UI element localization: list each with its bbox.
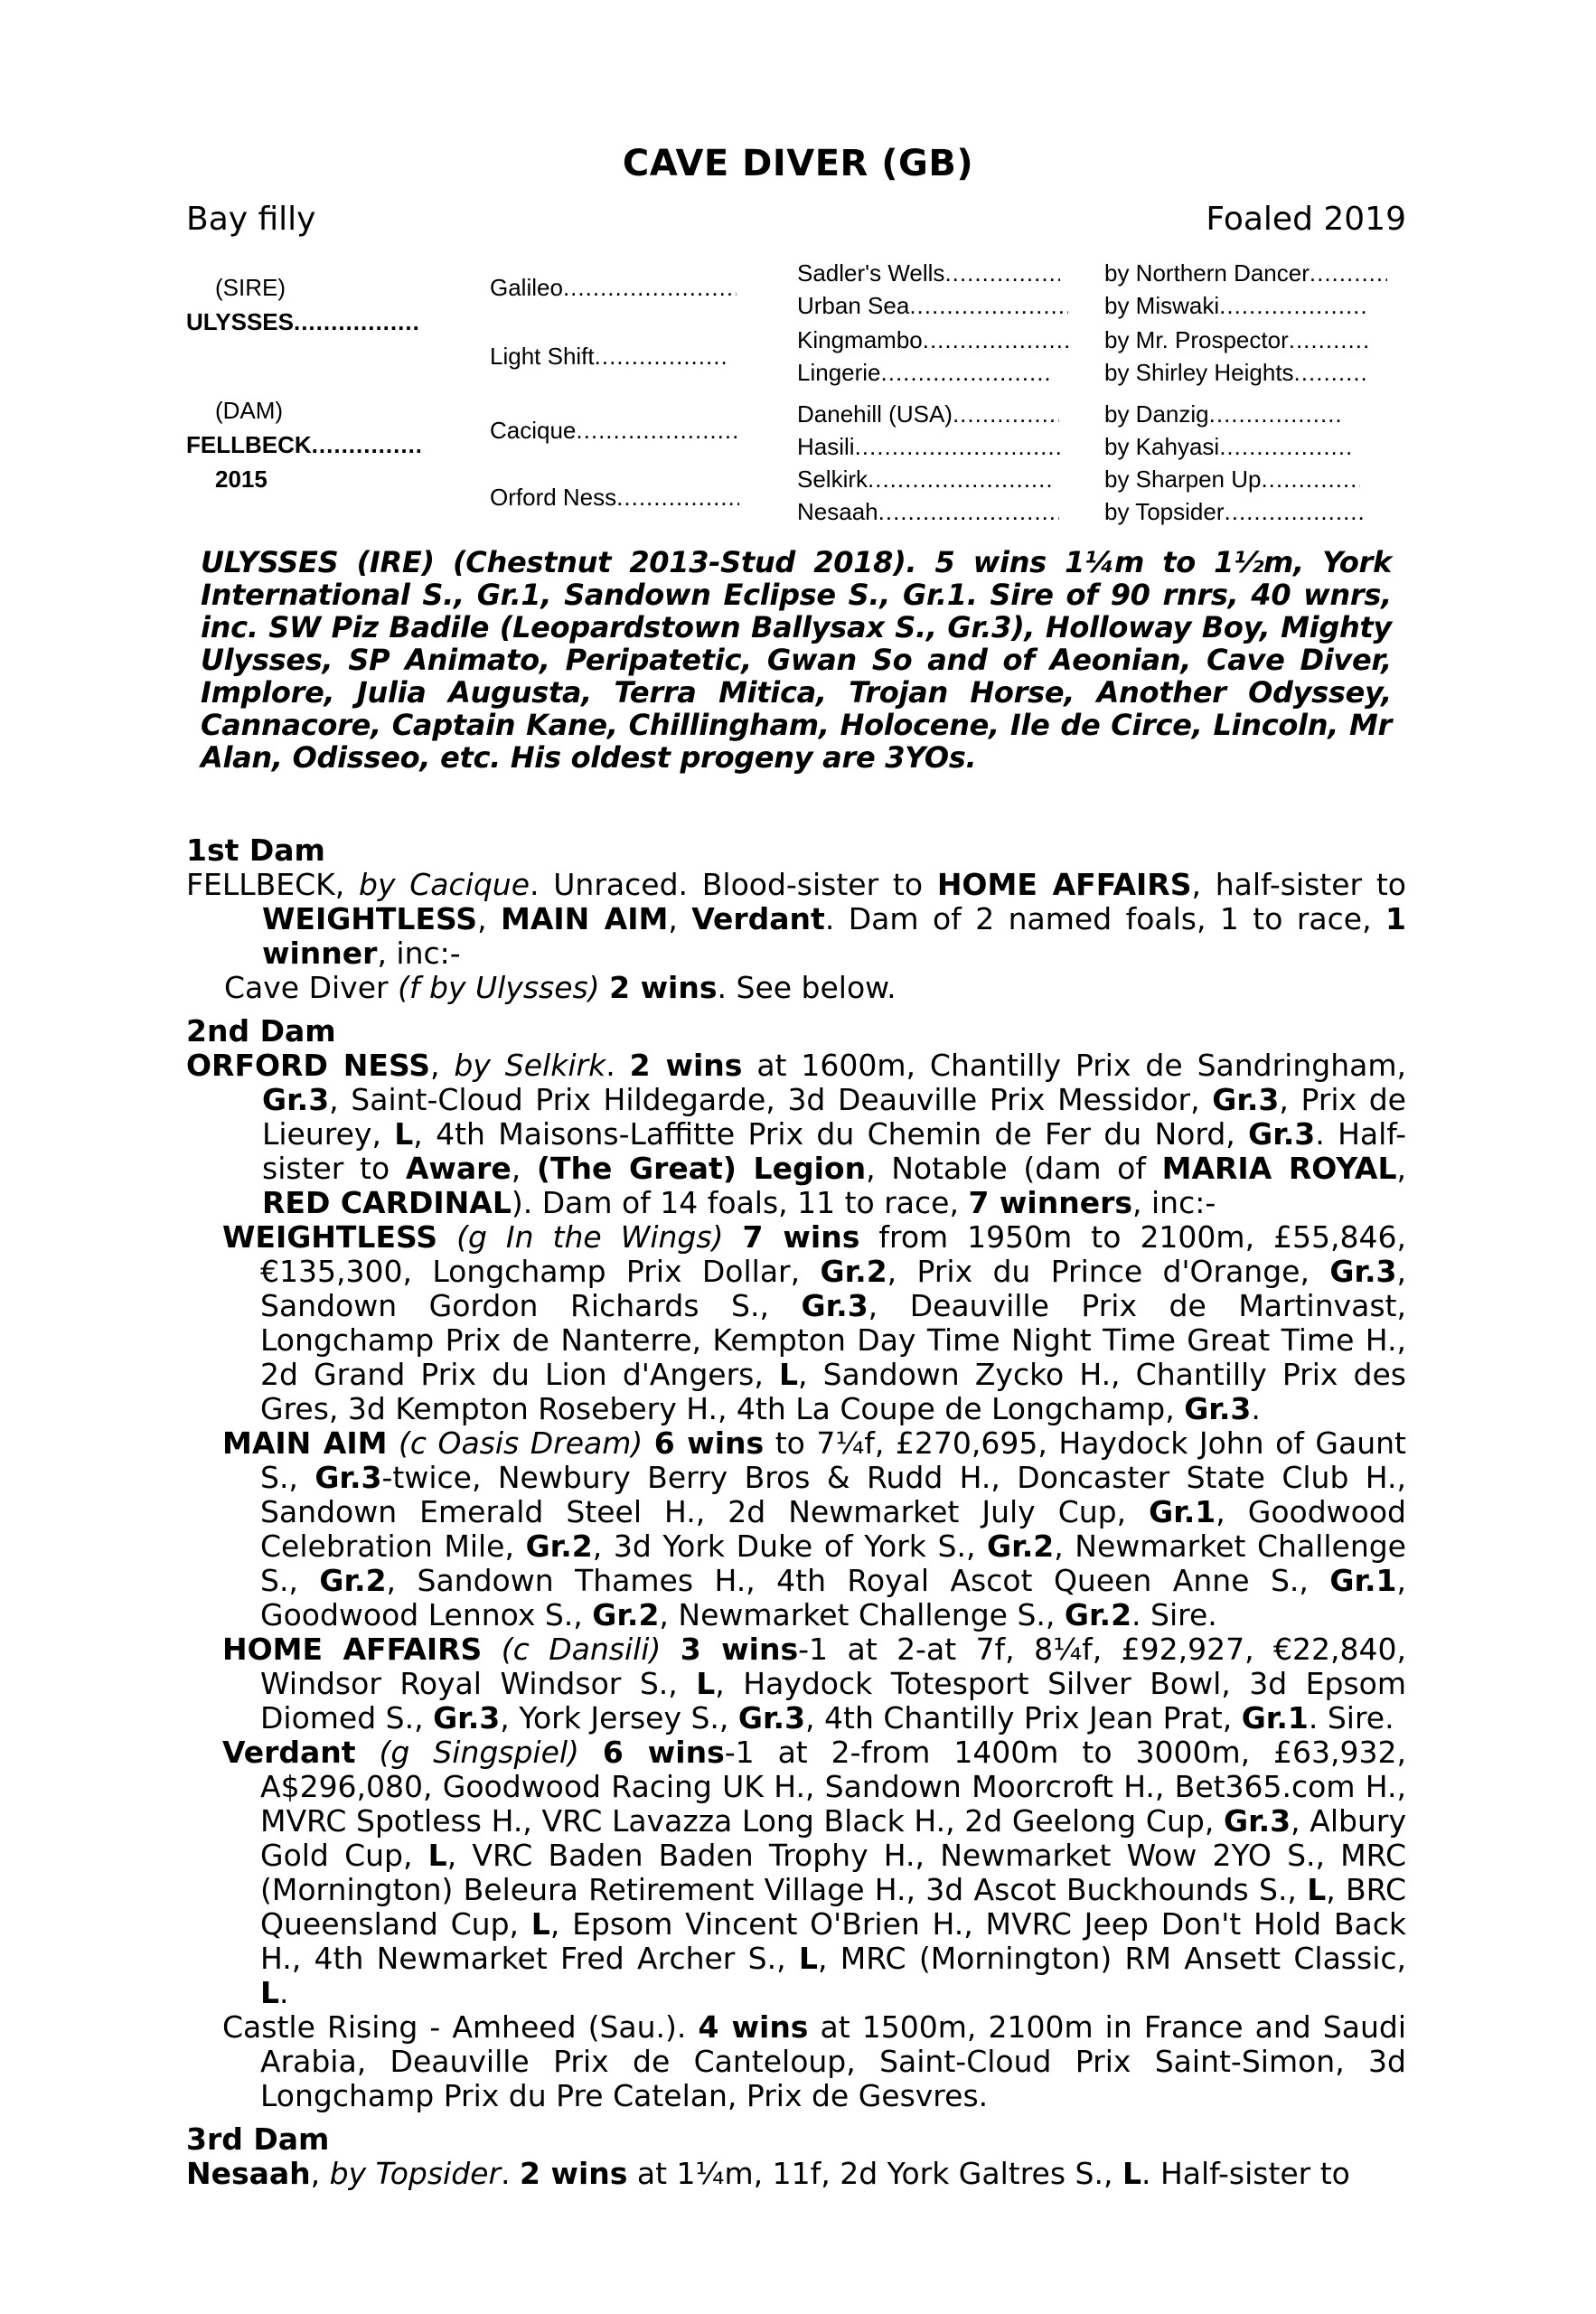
progeny-text: , Sandown Gordon Richards S., [260,1254,1406,1323]
second-dam-text: ORFORD NESS, by Selkirk. 2 wins at 1600m, Chantilly Prix de Sandringham, Gr.3, Saint-Cloud Prix Hildegarde, 3d Deauville Prix Messidor, Gr.3, Prix de Lieurey, L, 4th Maisons-Laffitte Prix du Chemin de Fer du Nord, Gr.3. Half-sister to Aware, (The Great) Legion, Notable (dam of MARIA ROYAL, RED CARDINAL). Dam of 14 foals, 11 to race, 7 winners, inc:- [186,1048,1406,1220]
progeny-text: Gr.1 [1241,1700,1309,1736]
gen3-item: Sadler's Wells..... [797,257,1060,289]
progeny-text: -twice, Newbury Berry Bros & Rudd H., Doncaster State Club H., Sandown Emerald Steel H., 2d Newmarket July Cup, [260,1460,1407,1529]
progeny-text: Gr.3 [1184,1391,1252,1426]
progeny-text: L [778,1357,798,1392]
progeny-text: Gr.3 [737,1700,806,1736]
progeny-text: , Goodwood Celebration Mile, [260,1494,1406,1564]
progeny-text: -1 at 2-at 7f, 8¼f, £92,927, €22,840, Windsor Royal Windsor S., [260,1632,1406,1701]
sire-name: ULYSSES..... [186,306,418,338]
gen3-item: Hasili..... [797,430,1061,463]
dam-label: (DAM) [215,397,284,424]
progeny-text: L [696,1666,716,1701]
progeny-text: , Goodwood Lennox S., [260,1563,1407,1632]
progeny-text: Gr.3 [1223,1803,1291,1839]
progeny-text: , 4th Chantilly Prix Jean Prat, [805,1700,1242,1736]
progeny-name: WEIGHTLESS [222,1219,438,1255]
gen3-item: Danehill (USA)..... [797,398,1059,430]
progeny-text: from 1950m to 2100m, £55,846, €135,300, Longchamp Prix Dollar, [260,1219,1407,1289]
progeny-text: Gr.2 [1064,1597,1132,1632]
progeny-text: Gr.3 [433,1700,501,1736]
foaled-year: Foaled 2019 [1206,201,1406,238]
progeny-wins: 6 wins [653,1425,765,1461]
dam-year: 2015 [215,466,268,493]
progeny-text: Gr.2 [319,1563,387,1598]
progeny-text: Gr.2 [987,1529,1055,1564]
progeny-text: Gr.3 [1329,1254,1397,1289]
progeny-text: . Sire. [1308,1700,1394,1736]
progeny-entry [186,1736,1406,2010]
progeny-sire: (c Oasis Dream) [398,1425,643,1461]
third-dam-heading: 3rd Dam [186,2121,330,2157]
third-dam-text: Nesaah, by Topsider. 2 wins at 1¼m, 11f, 2d York Galtres S., L. Half-sister to [186,2156,1350,2191]
gen4-item: by Sharpen Up..... [1104,463,1360,495]
progeny-text: . Sire. [1131,1597,1217,1632]
first-dam-foal: Cave Diver (f by Ulysses) 2 wins. See below. [224,970,897,1005]
gen4-item: by Northern Dancer..... [1104,257,1387,289]
progeny-text: , 3d York Duke of York S., [592,1529,988,1564]
progeny-text: , Albury Gold Cup, [260,1803,1406,1873]
progeny-text: Gr.3 [315,1460,382,1495]
progeny-entry [186,1220,1406,1426]
progeny-text: Gr.2 [592,1597,660,1632]
progeny-sire: (g In the Wings) [456,1219,724,1255]
progeny-text: L [530,1906,550,1942]
gen4-item: by Miswaki..... [1104,289,1369,322]
progeny-text: , Epsom Vincent O'Brien H., MVRC Jeep Don't Hold Back H., 4th Newmarket Fred Archer S., [260,1906,1406,1976]
progeny-text: , Sandown Thames H., 4th Royal Ascot Queen Anne S., [386,1563,1330,1598]
first-dam-text: FELLBECK, by Cacique. Unraced. Blood-sister to HOME AFFAIRS, half-sister to WEIGHTLESS, MAIN AIM, Verdant. Dam of 2 named foals, 1 to race, 1 winner, inc:- [186,867,1406,971]
progeny-text: L [427,1838,447,1873]
progeny-name: HOME AFFAIRS [222,1632,483,1667]
progeny-text: to 7¼f, £270,695, Haydock John of Gaunt S., [260,1425,1406,1495]
first-dam-heading: 1st Dam [186,832,325,868]
progeny-text: -1 at 2-from 1400m to 3000m, £63,932, A$296,080, Goodwood Racing UK H., Sandown Moorcroft H., Bet365.com H., MVRC Spotless H., VRC Lavazza Long Black H., 2d Geelong Cup, [260,1735,1406,1839]
gen3-item: Selkirk..... [797,463,1056,495]
progeny-list [186,1220,1406,2010]
progeny-wins: 6 wins [602,1735,725,1770]
gen4-item: by Topsider..... [1104,495,1366,528]
progeny-text: , BRC Queensland Cup, [260,1872,1406,1942]
progeny-text: Gr.3 [801,1288,868,1323]
progeny-text: , Newmarket Challenge S., [659,1597,1065,1632]
gen3-item: Urban Sea..... [797,289,1068,322]
gen4-item: by Danzig..... [1104,398,1345,430]
progeny-text: L [798,1941,818,1976]
progeny-text: L [260,1975,280,2010]
progeny-wins: 7 wins [742,1219,860,1255]
gen3-item: Lingerie..... [797,356,1053,389]
dam-name: FELLBECK..... [186,428,420,461]
progeny-text: , Haydock Totesport Silver Bowl, 3d Epsom Diomed S., [260,1666,1406,1736]
progeny-wins: 3 wins [680,1632,799,1667]
gen4-item: by Mr. Prospector..... [1104,324,1370,356]
gen2-item: Light Shift..... [490,340,730,372]
gen3-item: Nesaah..... [797,495,1059,528]
dam-section [186,833,1406,2191]
progeny-text: , York Jersey S., [500,1700,738,1736]
progeny-name: Verdant [222,1735,356,1770]
progeny-text: , Deauville Prix de Martinvast, Longchamp Prix de Nanterre, Kempton Day Time Night Time Great Time H., 2d Grand Prix du Lion d'Angers, [260,1288,1406,1392]
gen2-item: Orford Ness..... [490,481,739,513]
second-dam-heading: 2nd Dam [186,1013,336,1049]
progeny-name: MAIN AIM [222,1425,388,1461]
progeny-text: . [1251,1391,1261,1426]
progeny-entry [186,1632,1406,1736]
sire-label: (SIRE) [215,274,286,301]
gen2-item: Cacique..... [490,414,737,447]
progeny-text: Gr.1 [1149,1494,1216,1529]
progeny-text: , Sandown Zycko H., Chantilly Prix des Gres, 3d Kempton Rosebery H., 4th La Coupe de Longchamp, [260,1357,1406,1426]
progeny-text: , Prix du Prince d'Orange, [887,1254,1330,1289]
progeny-text: Gr.1 [1329,1563,1397,1598]
progeny-text: , Newmarket Challenge S., [260,1529,1406,1598]
progeny-text: Gr.2 [820,1254,887,1289]
sex-colour: Bay filly [186,201,316,238]
gen2-item: Galileo..... [490,271,737,304]
progeny-text: L [1307,1872,1327,1907]
progeny-text: Gr.2 [525,1529,593,1564]
progeny-text: , VRC Baden Baden Trophy H., Newmarket Wow 2YO S., MRC (Mornington) Beleura Retirement Village H., 3d Ascot Buckhounds S., [260,1838,1406,1907]
progeny-sire: (g Singspiel) [379,1735,579,1770]
progeny-text: . [279,1975,289,2010]
progeny-sire: (c Dansili) [501,1632,662,1667]
gen3-item: Kingmambo..... [797,324,1069,356]
progeny-entry [186,1426,1406,1632]
gen4-item: by Kahyasi..... [1104,430,1355,463]
sire-analysis: ULYSSES (IRE) (Chestnut 2013-Stud 2018). 5 wins 1¼m to 1½m, York International S., Gr.1, Sandown Eclipse S., Gr.1. Sire of 90 rnrs, 40 wnrs, inc. SW Piz Badile (Leopardstown Ballysax S., Gr.3), Holloway Boy, Mighty Ulysses, SP Animato, Peripatetic, Gwan So and of Aeonian, Cave Diver, Implore, Julia Augusta, Terra Mitica, Trojan Horse, Another Odyssey, Cannacore, Captain Kane, Chillingham, Holocene, Ile de Circe, Lincoln, Mr Alan, Odisseo, etc. His oldest progeny are 3YOs. [201,545,1392,775]
progeny-text: , MRC (Mornington) RM Ansett Classic, [817,1941,1406,1976]
gen4-item: by Shirley Heights..... [1104,356,1366,389]
progeny-entry: Castle Rising - Amheed (Sau.). 4 wins at 1500m, 2100m in France and Saudi Arabia, Deauville Prix de Canteloup, Saint-Cloud Prix Saint-Simon, 3d Longchamp Prix du Pre Catelan, Prix de Gesvres. [222,2009,1407,2113]
horse-title: CAVE DIVER (GB) [622,143,974,184]
